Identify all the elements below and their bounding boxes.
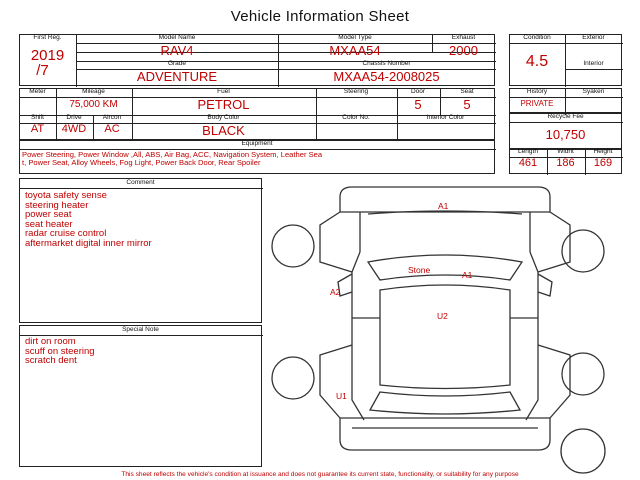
height-label: Height <box>593 148 613 155</box>
damage-mark: A2 <box>330 287 341 297</box>
sheet-title: Vehicle Information Sheet <box>230 8 410 25</box>
width-value: 186 <box>556 157 575 169</box>
shift-value: AT <box>30 123 45 135</box>
equipment-line-1: Power Steering, Power Window ,All, ABS, Air Bag, ACC, Navigation System, Leather Sea <box>22 150 323 159</box>
front-right-wheel <box>562 230 604 272</box>
comment-line: steering heater <box>25 199 89 211</box>
syaken-label: Syaken <box>582 88 605 95</box>
color-no-label: Color No. <box>342 114 370 121</box>
fuel-label: Fuel <box>217 88 230 95</box>
recycle-fee-value: 10,750 <box>545 127 586 142</box>
width-label: Widht <box>557 148 574 155</box>
damage-mark: Stone <box>408 265 431 275</box>
model-type-label: Model Type <box>338 34 372 41</box>
height-value: 169 <box>593 157 613 169</box>
aircon-label: Aircon <box>102 114 122 121</box>
condition-value: 4.5 <box>525 53 549 70</box>
comment-line: radar cruise control <box>25 228 107 240</box>
mileage-value: 75,000 KM <box>69 99 118 110</box>
exhaust-label: Exhaust <box>451 34 476 41</box>
damage-mark: U1 <box>336 391 347 401</box>
model-name-value: RAV4 <box>160 43 194 58</box>
model-type-value: MXAA54 <box>329 43 381 58</box>
drive-label: Drive <box>66 114 82 121</box>
comment-line: seat heater <box>25 218 73 230</box>
grade-value: ADVENTURE <box>136 69 218 84</box>
comment-line: aftermarket digital inner mirror <box>25 237 152 249</box>
comment-line: toyota safety sense <box>25 190 107 201</box>
damage-mark: A1 <box>462 270 473 280</box>
history-value: PRIVATE <box>520 99 554 108</box>
interior-label: Interior <box>583 60 604 67</box>
exhaust-value: 2000 <box>449 43 478 58</box>
special-note-line: dirt on room <box>25 336 76 347</box>
steering-label: Steering <box>343 88 369 95</box>
mileage-label: Mileage <box>82 88 105 95</box>
special-note-line: scuff on steering <box>25 345 95 357</box>
door-value: 5 <box>414 97 422 112</box>
spare-wheel <box>561 429 605 473</box>
rear-left-wheel <box>272 357 314 399</box>
body-color-label: Body Color <box>207 114 240 121</box>
damage-mark: A1 <box>438 201 449 211</box>
meter-label: Meter <box>29 88 46 95</box>
length-label: Length <box>518 148 538 155</box>
aircon-value: AC <box>104 123 120 135</box>
special-note-label: Special Note <box>122 326 159 333</box>
seat-value: 5 <box>463 97 471 112</box>
shift-label: Shift <box>30 114 44 121</box>
seat-label: Seat <box>460 88 474 95</box>
chassis-value: MXAA54-2008025 <box>333 69 440 84</box>
model-name-label: Model Name <box>158 34 196 41</box>
rear-right-wheel <box>562 353 604 395</box>
grade-label: Grade <box>167 60 187 67</box>
equipment-label: Equipment <box>241 140 273 147</box>
chassis-label: Chassis Number <box>362 60 411 67</box>
fuel-value: PETROL <box>197 97 250 112</box>
damage-mark: U2 <box>437 311 448 321</box>
exterior-label: Exterior <box>582 34 605 41</box>
front-left-wheel <box>272 225 314 267</box>
condition-label: Condition <box>523 34 551 41</box>
drive-value: 4WD <box>61 123 87 135</box>
footer-disclaimer: This sheet reflects the vehicle's condition at issuance and does not guarantee its current state, functionality, or suitability for any purpose <box>121 471 519 478</box>
length-value: 461 <box>518 157 538 169</box>
equipment-line-2: t, Power Seat, Alloy Wheels, Fog Light, Power Back Door, Rear Spoiler <box>22 158 261 167</box>
first-reg-year: 2019 <box>30 47 65 64</box>
comment-line: power seat <box>25 209 72 221</box>
comment-label: Comment <box>126 179 155 186</box>
recycle-fee-label: Recycle Fee <box>547 113 584 120</box>
door-label: Door <box>410 88 426 95</box>
history-label: History <box>526 88 548 95</box>
first-reg-label: First Reg. <box>33 34 62 41</box>
first-reg-month: /7 <box>36 62 49 79</box>
special-note-line: scratch dent <box>25 355 77 367</box>
body-color-value: BLACK <box>202 123 245 138</box>
interior-color-label: Interior Color <box>426 114 465 121</box>
